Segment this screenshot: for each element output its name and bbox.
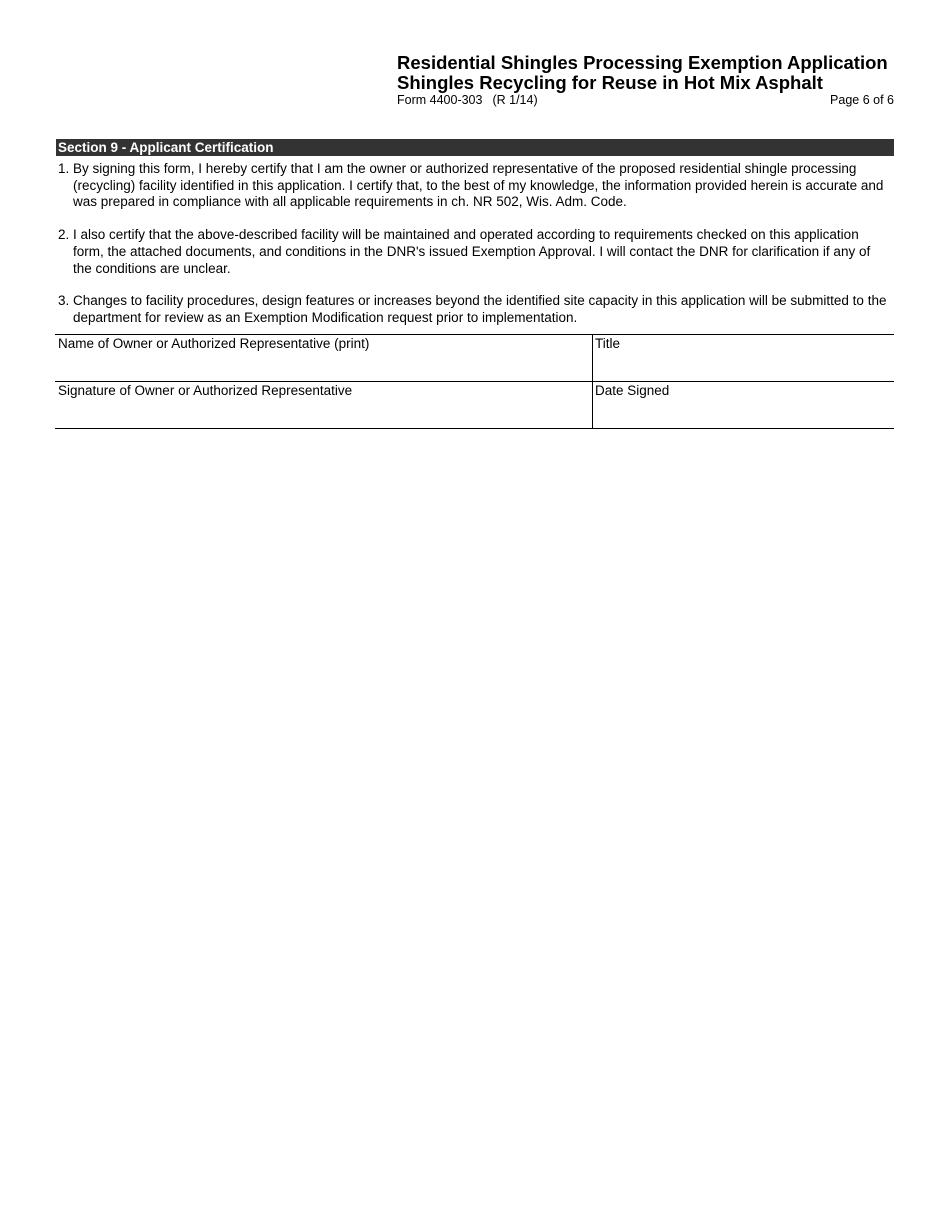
section-heading: Section 9 - Applicant Certification <box>56 139 894 156</box>
signature-label: Signature of Owner or Authorized Representative <box>58 383 353 398</box>
certification-item-1 <box>56 161 894 211</box>
certification-item-3 <box>56 293 894 326</box>
item-number: 2. <box>58 227 70 243</box>
certification-list <box>56 161 894 327</box>
signature-field[interactable] <box>55 382 593 429</box>
section-applicant-certification <box>56 139 894 327</box>
date-signed-field[interactable] <box>593 382 895 429</box>
form-title: Residential Shingles Processing Exemption Application <box>397 52 888 73</box>
item-text: Changes to facility procedures, design features or increases beyond the identified site capacity in this application will be submitted to the department for review as an Exemption Modification request prior to implementation. <box>73 293 887 325</box>
item-number: 3. <box>58 293 70 309</box>
owner-name-field[interactable] <box>55 335 593 382</box>
form-id <box>397 93 538 108</box>
signature-row-1 <box>55 335 894 382</box>
item-number: 1. <box>58 161 70 176</box>
signature-table <box>55 334 894 429</box>
signature-row-2 <box>55 382 894 429</box>
item-text: By signing this form, I hereby certify that I am the owner or authorized representative of the proposed residential shingle processing (recycling) facility identified in this application. I certify that, to the best of my knowledge, the information provided herein is accurate and was prepared in compliance with all applicable requirements in ch. NR 502, Wis. Adm. Code. <box>73 161 884 210</box>
date-signed-label: Date Signed <box>595 383 670 398</box>
certification-item-2 <box>56 227 894 277</box>
form-revision: (R 1/14) <box>492 93 538 107</box>
form-header <box>397 53 894 108</box>
page-number: Page 6 of 6 <box>830 93 894 107</box>
form-subtitle: Shingles Recycling for Reuse in Hot Mix Asphalt <box>397 72 823 93</box>
title-label: Title <box>595 336 621 351</box>
title-field[interactable] <box>593 335 895 382</box>
owner-name-label: Name of Owner or Authorized Representative (print) <box>58 336 370 351</box>
form-meta <box>397 93 894 108</box>
item-text: I also certify that the above-described facility will be maintained and operated according to requirements checked on this application form, the attached documents, and conditions in the DNR's issued Exemption Approval. I will contact the DNR for clarification if any of the conditions are unclear. <box>73 227 871 276</box>
form-number: Form 4400-303 <box>397 93 483 107</box>
